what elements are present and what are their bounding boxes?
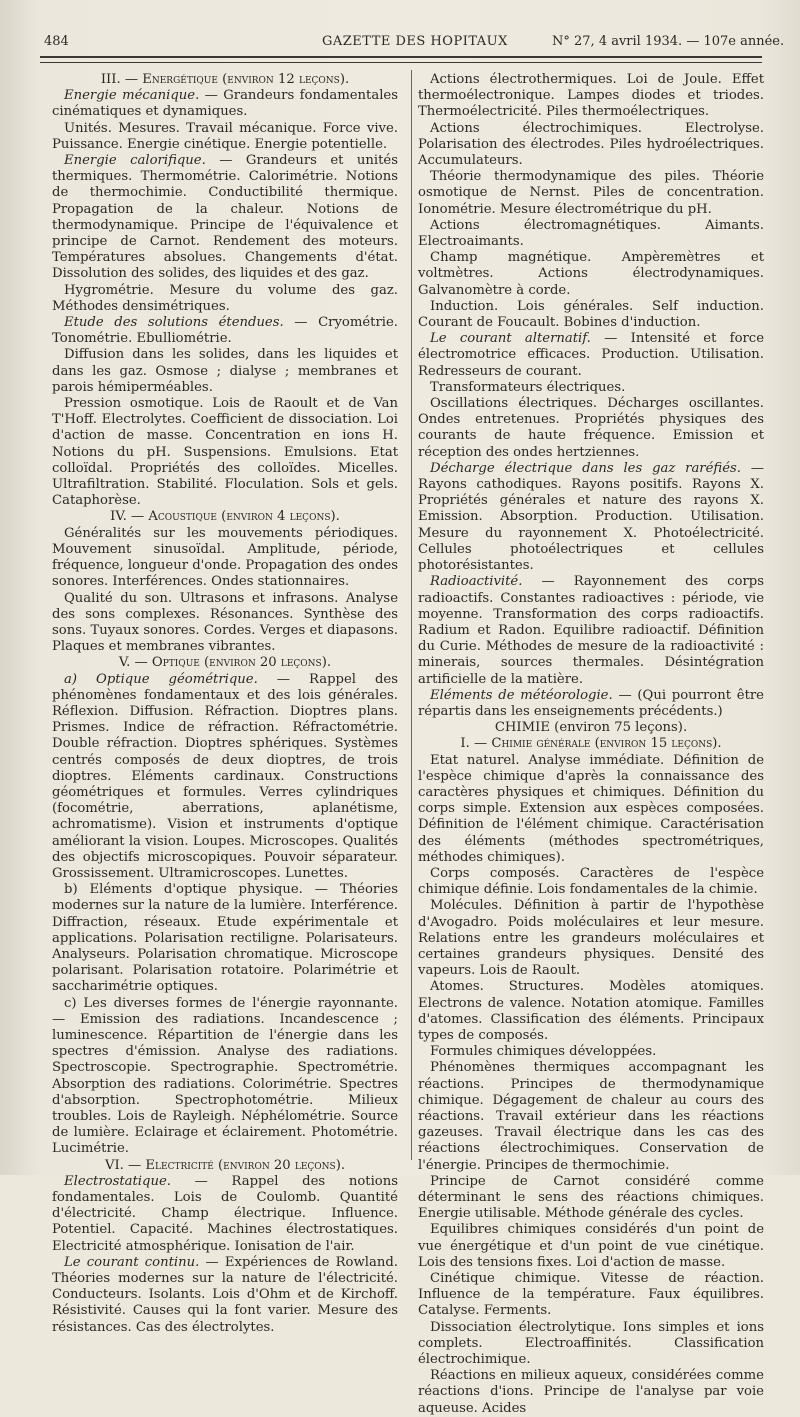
paragraph-text: Dissociation électrolytique. Ions simples et ions complets. Electroaffinités. Classification électrochimique. [418, 1319, 764, 1368]
paragraph-text: — Grandeurs et unités thermiques. Thermométrie. Calorimétrie. Notions de thermochimie. Conductibilité thermique. Propagation de la chaleur. Notions de thermodynamique. Principe de l'équivalence et principe de Carnot. Rendement des moteurs. Températures absolues. Changements d'état. Dissolution des solides, des liquides et des gaz. [52, 153, 399, 282]
paragraph-text: Molécules. Définition à partir de l'hypothèse d'Avogadro. Poids moléculaires et leur mesure. Relations entre les grandeurs moléculaires et certaines grandeurs physiques. Densité des vapeurs. Lois de Raoult. [418, 898, 764, 979]
paragraph-text: — Cryométrie. Tonométrie. Ebulliométrie. [52, 315, 398, 347]
paragraph-text: — Rappel des phénomènes fondamentaux et des lois générales. Réflexion. Diffusion. Réfraction. Dioptres plans. Prismes. Indice de réfraction. Réfractométrie. Double réfraction. Dioptres sphériques. Systèmes centrés composés de deux dioptres, de trois dioptres. Eléments cardinaux. Constructions géométriques et formules. Verres cylindriques (focométrie, aberrations, aplanétisme, achromatisme). Vision et instruments d'optique améliorant la vision. Loupes. Microscopes. Qualités des objectifs microscopiques. Pouvoir séparateur. Grossissement. Ultramicroscopes. Lunettes. [52, 671, 398, 881]
paragraph-text: — Rayons cathodiques. Rayons positifs. Rayons X. Propriétés générales et nature des rayons X. Emission. Absorption. Production. Utilisation. Mesure du rayonnement X. Photoélectricité. Cellules photoélectriques et cellules photorésistantes. [418, 460, 764, 574]
paragraph-lead: Le courant continu. [64, 1254, 200, 1270]
paragraph [418, 331, 764, 380]
paragraph-lead: Eléments de météorologie. [430, 687, 613, 703]
page-number: 484 [44, 34, 69, 49]
paragraph [52, 882, 398, 995]
paragraph [52, 88, 398, 120]
paragraph [52, 121, 398, 153]
section-heading: III. — Energétique (environ 12 leçons). [100, 72, 350, 87]
paragraph-text: — (Qui pourront être répartis dans les enseignements précédents.) [418, 687, 764, 719]
paragraph [418, 72, 764, 121]
paragraph [418, 1320, 764, 1369]
paragraph [418, 461, 764, 574]
paragraph-text: — Intensité et force électromotrice efficaces. Production. Utilisation. Redresseurs de courant. [418, 331, 765, 379]
header-rule-thick [40, 56, 762, 58]
right-column [418, 72, 764, 1417]
paragraph [52, 996, 398, 1158]
paragraph [418, 121, 764, 170]
paragraph [52, 315, 398, 347]
chapter-heading: CHIMIE (environ 75 leçons). [494, 720, 688, 736]
paragraph-text: Actions électrothermiques. Loi de Joule. Effet thermoélectronique. Lampes diodes et triodes. Thermoélectricité. Piles thermoélectriques. [418, 72, 764, 120]
paragraph-text: Atomes. Structures. Modèles atomiques. Electrons de valence. Notation atomique. Familles d'atomes. Classification des éléments. Principaux types de composés. [418, 979, 764, 1043]
paragraph-text: Hygrométrie. Mesure du volume des gaz. Méthodes densimétriques. [52, 282, 398, 314]
paragraph [52, 672, 398, 883]
paragraph [52, 591, 398, 656]
paragraph-text: Réactions en milieux aqueux, considérées comme réactions d'ions. Principe de l'analyse par voie aqueuse. Acides [418, 1368, 764, 1416]
paragraph-lead: Electrostatique. [64, 1173, 171, 1189]
paragraph [418, 1368, 764, 1417]
paragraph [418, 250, 764, 299]
paragraph-text: Champ magnétique. Ampèremètres et voltmètres. Actions électrodynamiques. Galvanomètre à corde. [418, 250, 764, 298]
paragraph-lead: Décharge électrique dans les gaz raréfiés. [430, 460, 741, 476]
paragraph [52, 526, 398, 591]
paragraph-text: Corps composés. Caractères de l'espèce chimique définie. Lois fondamentales de la chimie. [418, 865, 764, 898]
paragraph [418, 574, 764, 687]
paragraph-lead: a) Optique géométrique. [64, 671, 258, 687]
paragraph [418, 688, 764, 720]
paragraph-text: Théorie thermodynamique des piles. Théorie osmotique de Nernst. Piles de concentration. Ionométrie. Mesure électrométrique du pH. [418, 169, 764, 217]
paragraph-text: — Rayonnement des corps radioactifs. Constantes radioactives : période, vie moyenne. Transformation des corps radioactifs. Radium et Radon. Equilibre radioactif. Définition du Curie. Méthodes de mesure de la radioactivité : minerais, sources thermales. Désintégration artificielle de la matière. [418, 574, 764, 687]
paragraph [418, 979, 764, 1044]
paragraph-text: b) Eléments d'optique physique. — Théories modernes sur la nature de la lumière. Interférence. Diffraction, réseaux. Etude expérimentale et applications. Polarisation rectiligne. Polarisateurs. Analyseurs. Polarisation chromatique. Microscope polarisant. Polarisation rotatoire. Polarimétrie et saccharimétrie optiques. [52, 882, 398, 995]
paragraph-text: Unités. Mesures. Travail mécanique. Force vive. Puissance. Energie cinétique. Energie potentielle. [52, 120, 398, 152]
paragraph-text: Qualité du son. Ultrasons et infrasons. Analyse des sons complexes. Résonances. Synthèse des sons. Tuyaux sonores. Cordes. Verges et diapasons. Plaques et membranes vibrantes. [52, 590, 398, 655]
paragraph [418, 218, 764, 250]
paragraph [418, 1222, 764, 1271]
paragraph [418, 866, 764, 898]
issue-info: N° 27, 4 avril 1934. — 107e année. [552, 34, 785, 49]
paragraph [418, 753, 764, 866]
paragraph-text: Généralités sur les mouvements périodiques. Mouvement sinusoïdal. Amplitude, période, fréquence, longueur d'onde. Propagation des ondes sonores. Interférences. Ondes stationnaires. [52, 525, 398, 590]
paragraph-lead: Etude des solutions étendues. [64, 315, 284, 331]
paragraph-lead: Energie mécanique. [64, 88, 200, 104]
section-heading: V. — Optique (environ 20 leçons). [118, 655, 332, 671]
paragraph-text: — Grandeurs fondamentales cinématiques et dynamiques. [52, 88, 398, 120]
paragraph-text: Oscillations électriques. Décharges oscillantes. Ondes entretenues. Propriétés physiques des courants de haute fréquence. Emission et réception des ondes hertziennes. [418, 396, 764, 460]
paragraph [418, 898, 764, 979]
paragraph [418, 1060, 764, 1173]
paragraph [418, 169, 764, 218]
paragraph-text: Principe de Carnot considéré comme déterminant le sens des réactions chimiques. Energie utilisable. Méthode générale des cycles. [418, 1173, 764, 1222]
paragraph-text: Diffusion dans les solides, dans les liquides et dans les gaz. Osmose ; dialyse ; membranes et parois hémiperméables. [52, 347, 398, 395]
left-column [52, 72, 398, 1336]
paragraph [52, 347, 398, 396]
section-heading: I. — Chimie générale (environ 15 leçons). [460, 736, 722, 752]
paragraph [418, 396, 764, 461]
paragraph [52, 283, 398, 315]
running-header [0, 32, 800, 54]
paragraph-lead: Energie calorifique. [64, 153, 206, 169]
paragraph [52, 1174, 398, 1255]
section-heading: VI. — Electricité (environ 20 leçons). [104, 1157, 346, 1173]
paragraph-text: Etat naturel. Analyse immédiate. Définition de l'espèce chimique d'après la connaissance des caractères physiques et chimiques. Définition du corps simple. Extension aux espèces composées. Définition de l'élément chimique. Caractérisation des éléments (méthodes spectrométriques, méthodes chimiques). [418, 752, 764, 865]
paragraph-text: Phénomènes thermiques accompagnant les réactions. Principes de thermodynamique chimique. Dégagement de chaleur au cours des réactions. Travail extérieur dans les réactions gazeuses. Travail électrique dans les cas des réactions électrochimiques. Conservation de l'énergie. Principes de thermochimie. [418, 1060, 764, 1173]
journal-title: GAZETTE DES HOPITAUX [322, 34, 508, 49]
paragraph [418, 1044, 764, 1060]
paragraph-text: — Rappel des notions fondamentales. Lois de Coulomb. Quantité d'électricité. Champ électrique. Influence. Potentiel. Capacité. Machines électrostatiques. Electricité atmosphérique. Ionisation de l'air. [52, 1173, 398, 1254]
section-heading: IV. — Acoustique (environ 4 leçons). [110, 509, 340, 525]
paragraph [52, 153, 398, 283]
paragraph [418, 380, 764, 396]
paragraph-text: Transformateurs électriques. [430, 379, 626, 395]
header-rule-thin [40, 62, 762, 63]
paragraph-text: c) Les diverses formes de l'énergie rayonnante. — Emission des radiations. Incandescence ; luminescence. Répartition de l'énergie dans les spectres d'émission. Analyse des radiations. Spectroscopie. Spectrographie. Spectrométrie. Absorption des radiations. Colorimétrie. Spectres d'absorption. Spectrophotométrie. Milieux troubles. Lois de Rayleigh. Néphélométrie. Source de lumière. Eclairage et éclairement. Photométrie. Lucimétrie. [52, 995, 398, 1157]
paragraph-text: Formules chimiques développées. [430, 1044, 657, 1060]
paragraph-text: Actions électromagnétiques. Aimants. Electroaimants. [418, 217, 764, 250]
paragraph-text: Equilibres chimiques considérés d'un point de vue énergétique et d'un point de vue cinétique. Lois des tensions fixes. Loi d'action de masse. [418, 1222, 764, 1270]
paragraph-text: Induction. Lois générales. Self induction. Courant de Foucault. Bobines d'induction. [418, 298, 764, 331]
paragraph [418, 1271, 764, 1320]
paragraph [418, 1174, 764, 1223]
paragraph-text: — Expériences de Rowland. Théories modernes sur la nature de l'électricité. Conducteurs. Isolants. Lois d'Ohm et de Kirchoff. Résistivité. Causes qui la font varier. Mesure des résistances. Cas des électrolytes. [52, 1254, 398, 1335]
paragraph-text: Actions électrochimiques. Electrolyse. Polarisation des électrodes. Piles hydroélectriques. Accumulateurs. [418, 120, 764, 169]
paragraph [52, 1255, 398, 1336]
paragraph-text: Cinétique chimique. Vitesse de réaction. Influence de la température. Faux équilibres. Catalyse. Ferments. [418, 1271, 764, 1319]
paragraph-lead: Le courant alternatif. [430, 331, 591, 347]
paragraph-lead: Radioactivité. [430, 574, 523, 590]
paragraph [418, 299, 764, 331]
paragraph-text: Pression osmotique. Lois de Raoult et de Van T'Hoff. Electrolytes. Coefficient de dissociation. Loi d'action de masse. Concentration en ions H. Notions du pH. Suspensions. Emulsions. Etat colloïdal. Propriétés des colloïdes. Micelles. Ultrafiltration. Stabilité. Floculation. Sols et gels. Cataphorèse. [52, 396, 398, 509]
paragraph [52, 396, 398, 509]
column-divider [411, 70, 412, 1160]
